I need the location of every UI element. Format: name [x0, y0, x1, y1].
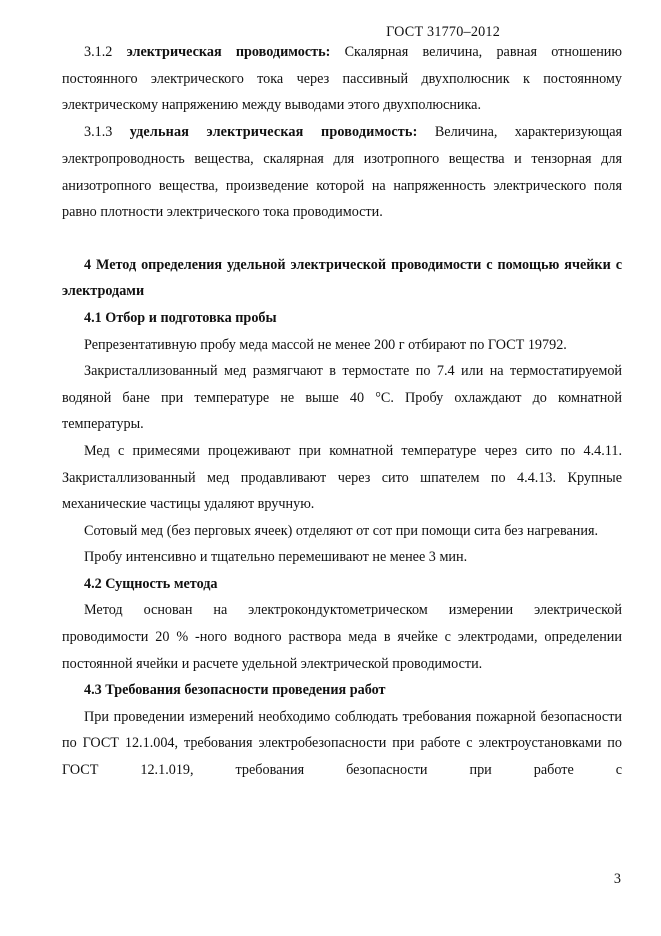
paragraph: Сотовый мед (без перговых ячеек) отделяют от сот при помощи сита без нагревания.	[84, 522, 599, 539]
paragraph: Закристаллизованный мед размягчают в термостате по 7.4 или на термостатируемой водяной бане при температуре не выше 40 °С. Пробу охлаждают до комнатной температуры.	[62, 363, 622, 433]
paragraph: Пробу интенсивно и тщательно перемешивают не менее 3 мин.	[84, 549, 468, 566]
page-number: 3	[613, 871, 621, 887]
paragraph: Мед с примесями процеживают при комнатной температуре через сито по 4.4.11. Закристаллизованный мед продавливают через сито шпателем по 4.4.13. Крупные механические частицы удаляют вручную.	[62, 442, 622, 513]
definition-3-1-2	[62, 39, 622, 119]
document-body	[62, 39, 622, 784]
section-4-3-heading: 4.3 Требования безопасности проведения работ	[84, 682, 386, 699]
paragraph: Метод основан на электрокондуктометрическом измерении электрической проводимости 20 % -ного водного раствора меда в ячейке с электродами, определении постоянной ячейки и расчете удельной электрической проводимости.	[62, 602, 622, 672]
clause-number: 3.1.2	[84, 44, 113, 60]
section-4-2-heading: 4.2 Сущность метода	[84, 575, 218, 592]
section-4-heading: 4 Метод определения удельной электрической проводимости с помощью ячейки с электродами	[62, 256, 622, 300]
definition-text: Величина, характеризующая электропроводность вещества, скалярная для изотропного вещества и тензорная для анизотропного вещества, произведение которой на напряженность электрического поля равно плотности электрического тока проводимости.	[62, 124, 623, 221]
term: электрическая проводимость:	[126, 44, 331, 60]
paragraph: Репрезентативную пробу меда массой не менее 200 г отбирают по ГОСТ 19792.	[84, 336, 567, 353]
definition-text: Скалярная величина, равная отношению постоянного электрического тока через пассивный двухполюсник к постоянному электрическому напряжению между выводами этого двухполюсника.	[62, 44, 622, 114]
clause-number: 3.1.3	[84, 124, 113, 141]
paragraph: При проведении измерений необходимо соблюдать требования пожарной безопасности по ГОСТ 12.1.004, требования электробезопасности при работе с электроустановками по ГОСТ 12.1.019, требования безопасности при работе с	[62, 708, 622, 779]
term: удельная электрическая проводимость:	[129, 124, 418, 141]
section-4-1-heading: 4.1 Отбор и подготовка пробы	[84, 309, 277, 326]
definition-3-1-3	[62, 119, 622, 225]
document-code-header: ГОСТ 31770–2012	[386, 24, 500, 40]
